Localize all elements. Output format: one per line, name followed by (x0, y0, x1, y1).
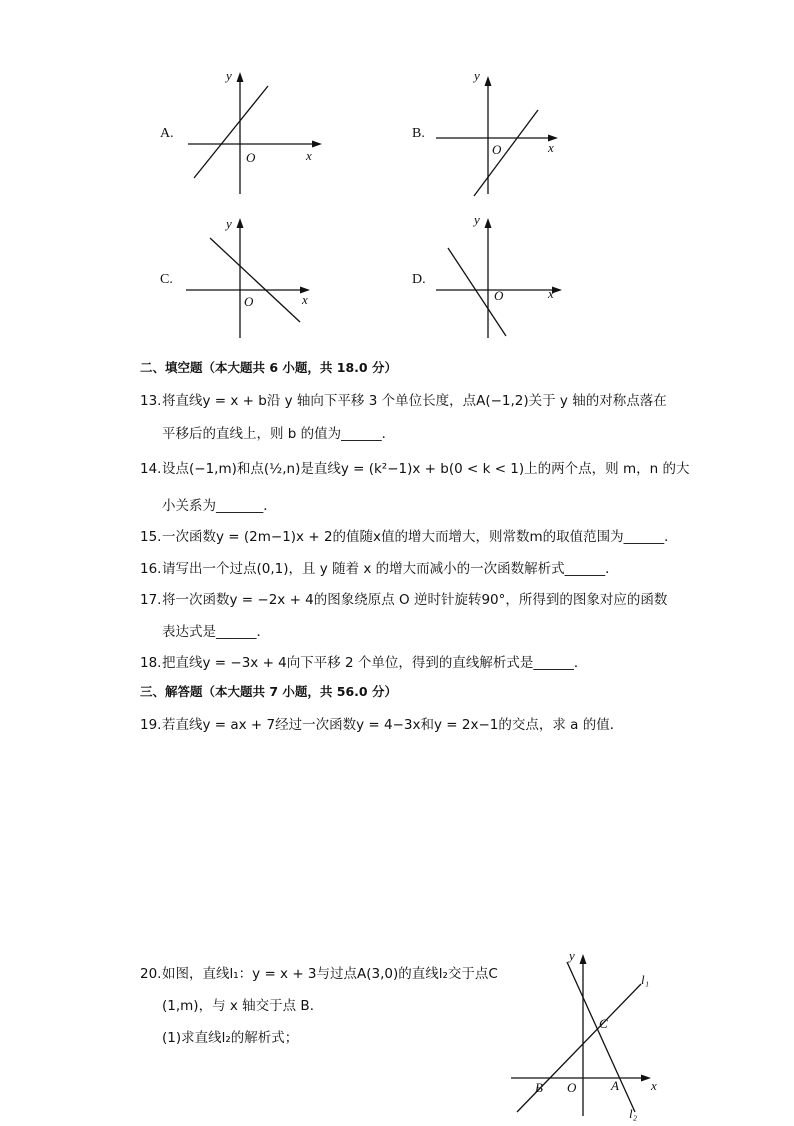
option-a-y-label: y (226, 68, 232, 83)
option-a-graph (180, 68, 340, 198)
option-b-y-label: y (474, 68, 480, 83)
question-20-figure (505, 946, 665, 1126)
section-2-heading: 二、填空题（本大题共 6 小题，共 18.0 分） (140, 360, 397, 375)
option-c-label: C. (160, 272, 173, 287)
option-d-x-label: x (548, 286, 554, 301)
option-d-graph (430, 210, 590, 340)
fig20-y-label: y (569, 948, 575, 963)
question-14-text-2: 小关系为_______． (162, 498, 277, 514)
option-d-origin-label: O (494, 288, 504, 303)
question-16-number: 16. (140, 561, 162, 577)
option-a-x-label: x (306, 148, 312, 163)
question-19-text: 若直线y = ax + 7经过一次函数y = 4−3x和y = 2x−1的交点，求 a 的值． (162, 717, 624, 733)
fig20-b-label: B (535, 1080, 543, 1095)
question-17-text-1: 将一次函数y = −2x + 4的图象绕原点 O 逆时针旋转90°，所得到的图象对应的函数 (162, 592, 668, 608)
option-c-x-label: x (302, 292, 308, 307)
option-c-y-label: y (226, 216, 232, 231)
question-19-number: 19. (140, 717, 162, 733)
question-15-text: 一次函数y = (2m−1)x + 2的值随x值的增大而增大，则常数m的取值范围为______． (162, 529, 678, 545)
question-20-text-1: 如图，直线l₁：y = x + 3与过点A(3,0)的直线l₂交于点C (162, 966, 498, 982)
fig20-x-label: x (651, 1078, 657, 1093)
question-13-number: 13. (140, 393, 162, 409)
option-b-graph (430, 68, 590, 198)
option-c-origin-label: O (244, 294, 254, 309)
question-20-text-2: (1,m)，与 x 轴交于点 B． (162, 998, 324, 1014)
question-20-text-3: (1)求直线l₂的解析式； (162, 1030, 299, 1046)
question-17 (140, 588, 680, 608)
fig20-l1-label: l₁ (641, 972, 650, 987)
question-18-number: 18. (140, 655, 162, 671)
fig20-a-label: A (611, 1078, 619, 1093)
option-a-origin-label: O (246, 150, 256, 165)
question-15 (140, 525, 680, 545)
question-18 (140, 651, 680, 671)
question-17-number: 17. (140, 592, 162, 608)
question-20 (140, 962, 500, 982)
question-13 (140, 389, 680, 409)
fig20-l2-label: l₂ (629, 1106, 638, 1121)
question-16-text: 请写出一个过点(0,1)，且 y 随着 x 的增大而减小的一次函数解析式______． (162, 561, 619, 577)
question-18-text: 把直线y = −3x + 4向下平移 2 个单位，得到的直线解析式是______． (162, 655, 588, 671)
question-17-text-2: 表达式是______． (162, 624, 270, 640)
option-d-label: D. (412, 272, 426, 287)
option-d-y-label: y (474, 212, 480, 227)
question-15-number: 15. (140, 529, 162, 545)
option-b-label: B. (412, 126, 425, 141)
fig20-c-label: C (599, 1016, 608, 1031)
option-b-x-label: x (548, 140, 554, 155)
section-3-heading: 三、解答题（本大题共 7 小题，共 56.0 分） (140, 684, 397, 699)
option-c-graph (180, 210, 340, 340)
option-b-origin-label: O (492, 142, 502, 157)
question-14-number: 14. (140, 461, 162, 477)
question-19 (140, 713, 680, 733)
question-14 (140, 457, 690, 477)
question-16 (140, 557, 680, 577)
question-20-number: 20. (140, 966, 162, 982)
question-13-text-2: 平移后的直线上，则 b 的值为______． (162, 426, 396, 442)
option-a-label: A. (160, 126, 174, 141)
question-14-text-1: 设点(−1,m)和点(½,n)是直线y = (k²−1)x + b(0 < k < 1)上的两个点，则 m，n 的大 (162, 461, 690, 477)
fig20-o-label: O (567, 1080, 577, 1095)
question-13-text-1: 将直线y = x + b沿 y 轴向下平移 3 个单位长度，点A(−1,2)关于 y 轴的对称点落在 (162, 393, 667, 409)
